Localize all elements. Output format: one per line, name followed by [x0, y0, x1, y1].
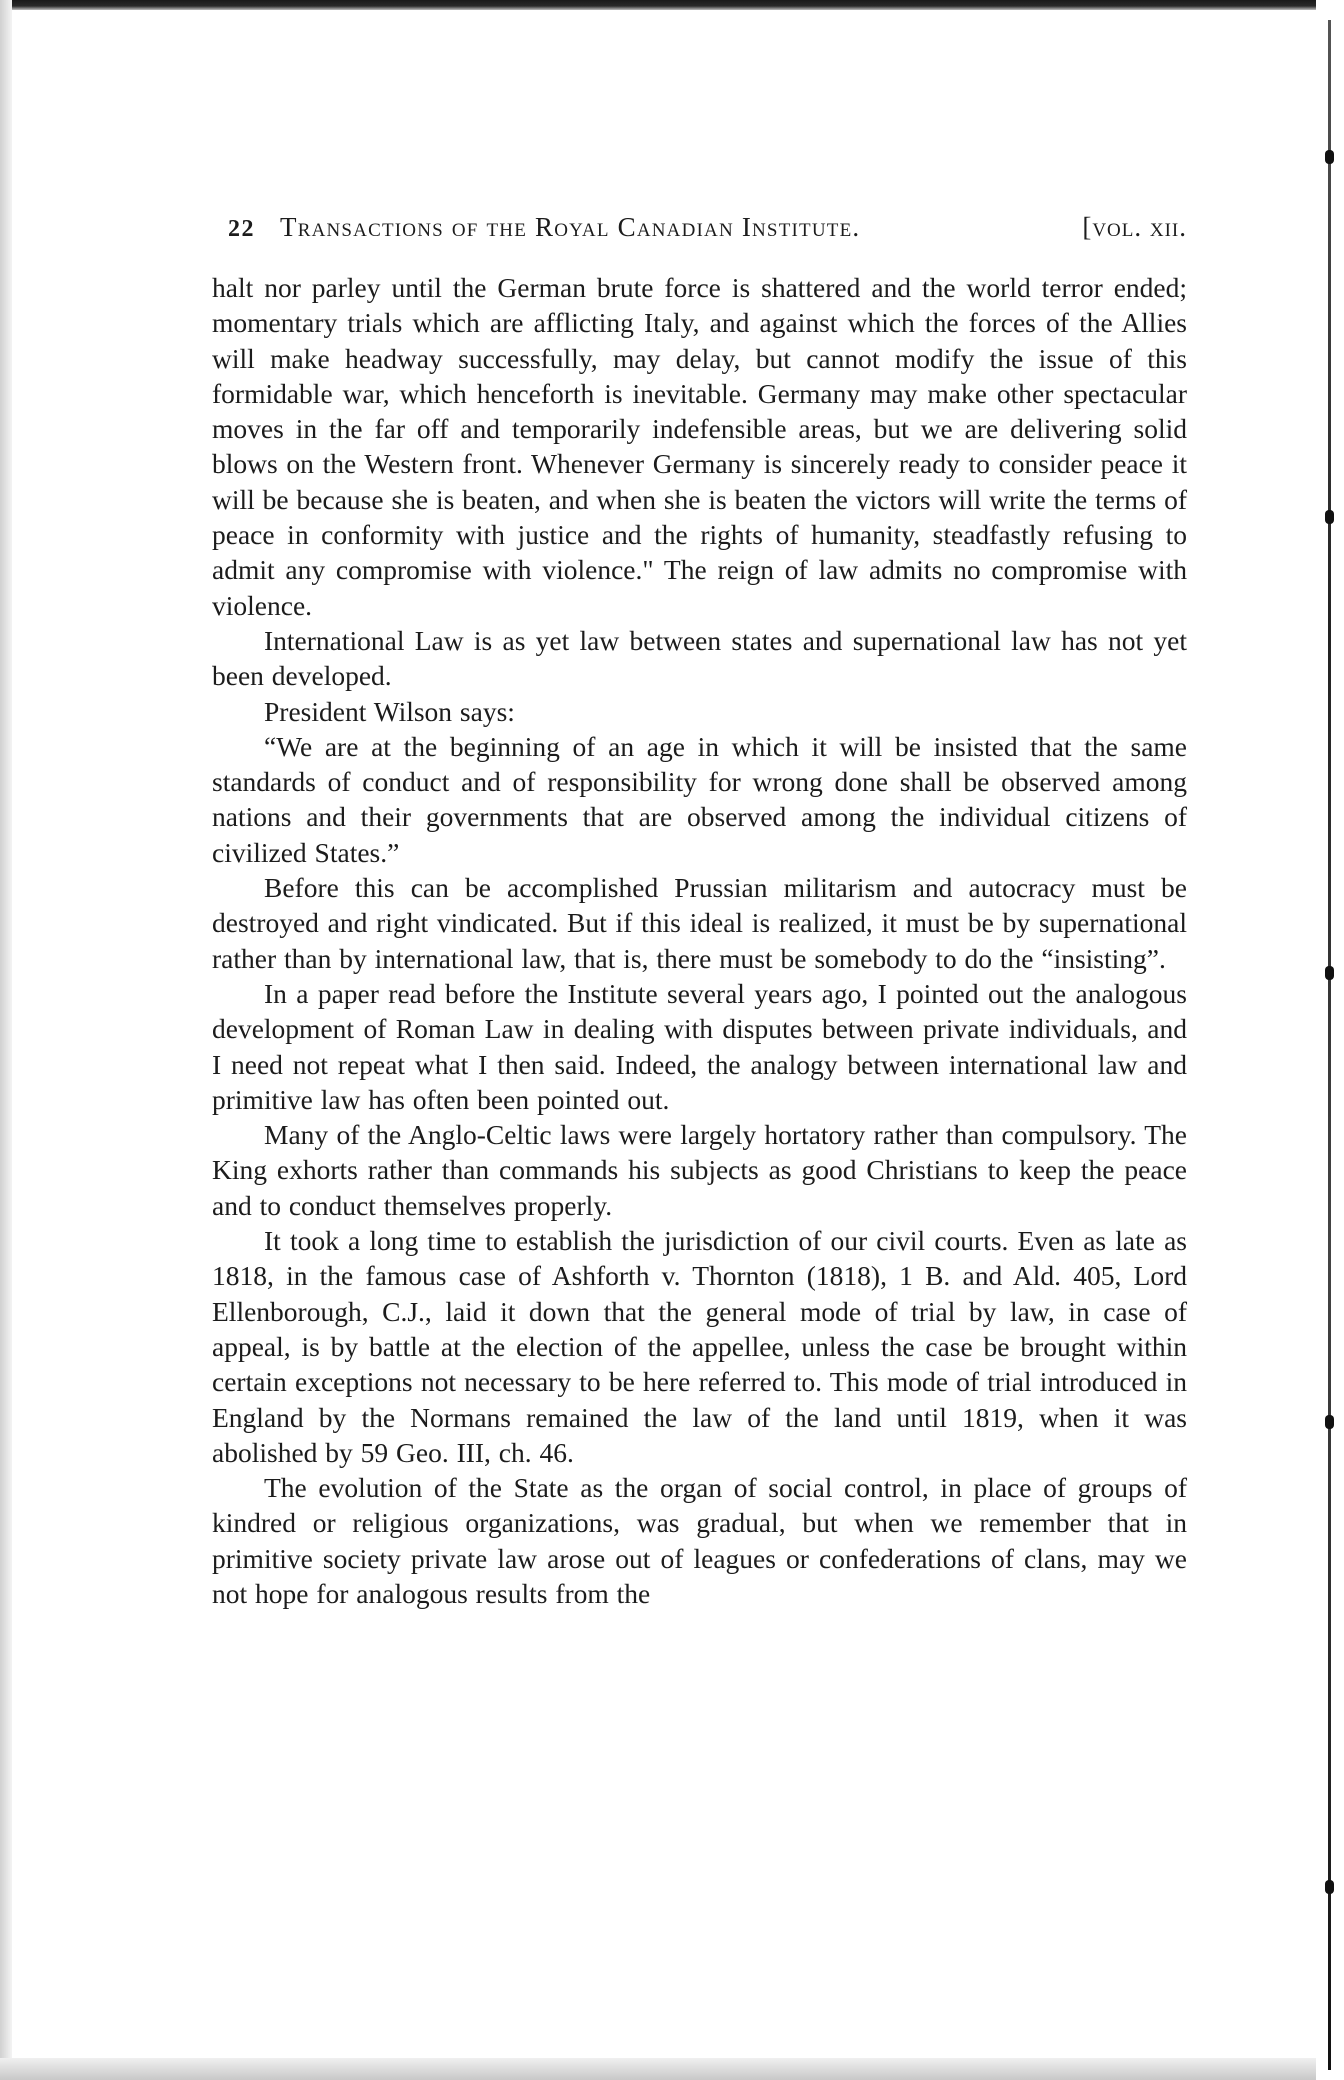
- page-content: [212, 212, 1187, 1611]
- paragraph: In a paper read before the Institute several years ago, I pointed out the analogous development of Roman Law in dealing with disputes between private individuals, and I need not repeat what I then said. Indeed, the analogy between international law and primitive law has often been pointed out.: [212, 977, 1187, 1115]
- volume-label: [vol. xii.: [1082, 212, 1187, 242]
- paragraph: Before this can be accomplished Prussian militarism and autocracy must be destroyed and right vindicated. But if this ideal is realized, it must be by supernational rather than by international law, that is, there must be somebody to do the “insisting”.: [212, 872, 1187, 974]
- binding-mark: [1325, 150, 1334, 164]
- binding-edge: [1316, 0, 1344, 2080]
- binding-rule: [1328, 20, 1331, 2070]
- running-header: [228, 212, 1187, 252]
- quotation-paragraph: “We are at the beginning of an age in which it will be insisted that the same standards of conduct and of responsibility for wrong done shall be observed among nations and their governments that are observed among the individual citizens of civilized States.”: [212, 730, 1187, 868]
- paragraph: The evolution of the State as the organ of social control, in place of groups of kindred or religious organizations, was gradual, but when we remember that in primitive society private law arose out of leagues or confederations of clans, may we not hope for analogous results from the: [212, 1472, 1187, 1609]
- paragraph: It took a long time to establish the jurisdiction of our civil courts. Even as late as 1818, in the famous case of Ashforth v. Thornton (1818), 1 B. and Ald. 405, Lord Ellenborough, C.J., laid it down that the general mode of trial by law, in case of appeal, is by battle at the election of the appellee, unless the case be brought within certain exceptions not necessary to be here referred to. This mode of trial introduced in England by the Normans remained the law of the land until 1819, when it was abolished by 59 Geo. III, ch. 46.: [212, 1225, 1187, 1468]
- binding-mark: [1325, 966, 1334, 980]
- binding-mark: [1325, 1880, 1334, 1894]
- scan-bottom-edge: [0, 2058, 1344, 2080]
- scan-top-edge: [0, 0, 1344, 10]
- journal-title: Transactions of the Royal Canadian Institute.: [280, 212, 861, 242]
- paragraph: Many of the Anglo-Celtic laws were largely hortatory rather than compulsory. The King exhorts rather than commands his subjects as good Christians to keep the peace and to conduct themselves properly.: [212, 1119, 1187, 1221]
- paragraph: halt nor parley until the German brute force is shattered and the world terror ended; momentary trials which are afflicting Italy, and against which the forces of the Allies will make headway successfully, may delay, but cannot modify the issue of this formidable war, which henceforth is inevitable. Germany may make other spectacular moves in the far off and temporarily indefensible areas, but we are delivering solid blows on the Western front. Whenever Germany is sincerely ready to consider peace it will be because she is beaten, and when she is beaten the victors will write the terms of peace in conformity with justice and the rights of humanity, steadfastly refusing to admit any compromise with violence." The reign of law admits no compromise with violence.: [212, 272, 1187, 621]
- binding-mark: [1325, 510, 1334, 524]
- body-text: [212, 270, 1187, 1611]
- scan-left-edge: [0, 0, 12, 2080]
- paragraph: President Wilson says:: [264, 695, 515, 727]
- page-number: 22: [228, 216, 255, 242]
- paragraph: International Law is as yet law between states and supernational law has not yet been developed.: [212, 624, 1187, 692]
- binding-mark: [1325, 1415, 1334, 1429]
